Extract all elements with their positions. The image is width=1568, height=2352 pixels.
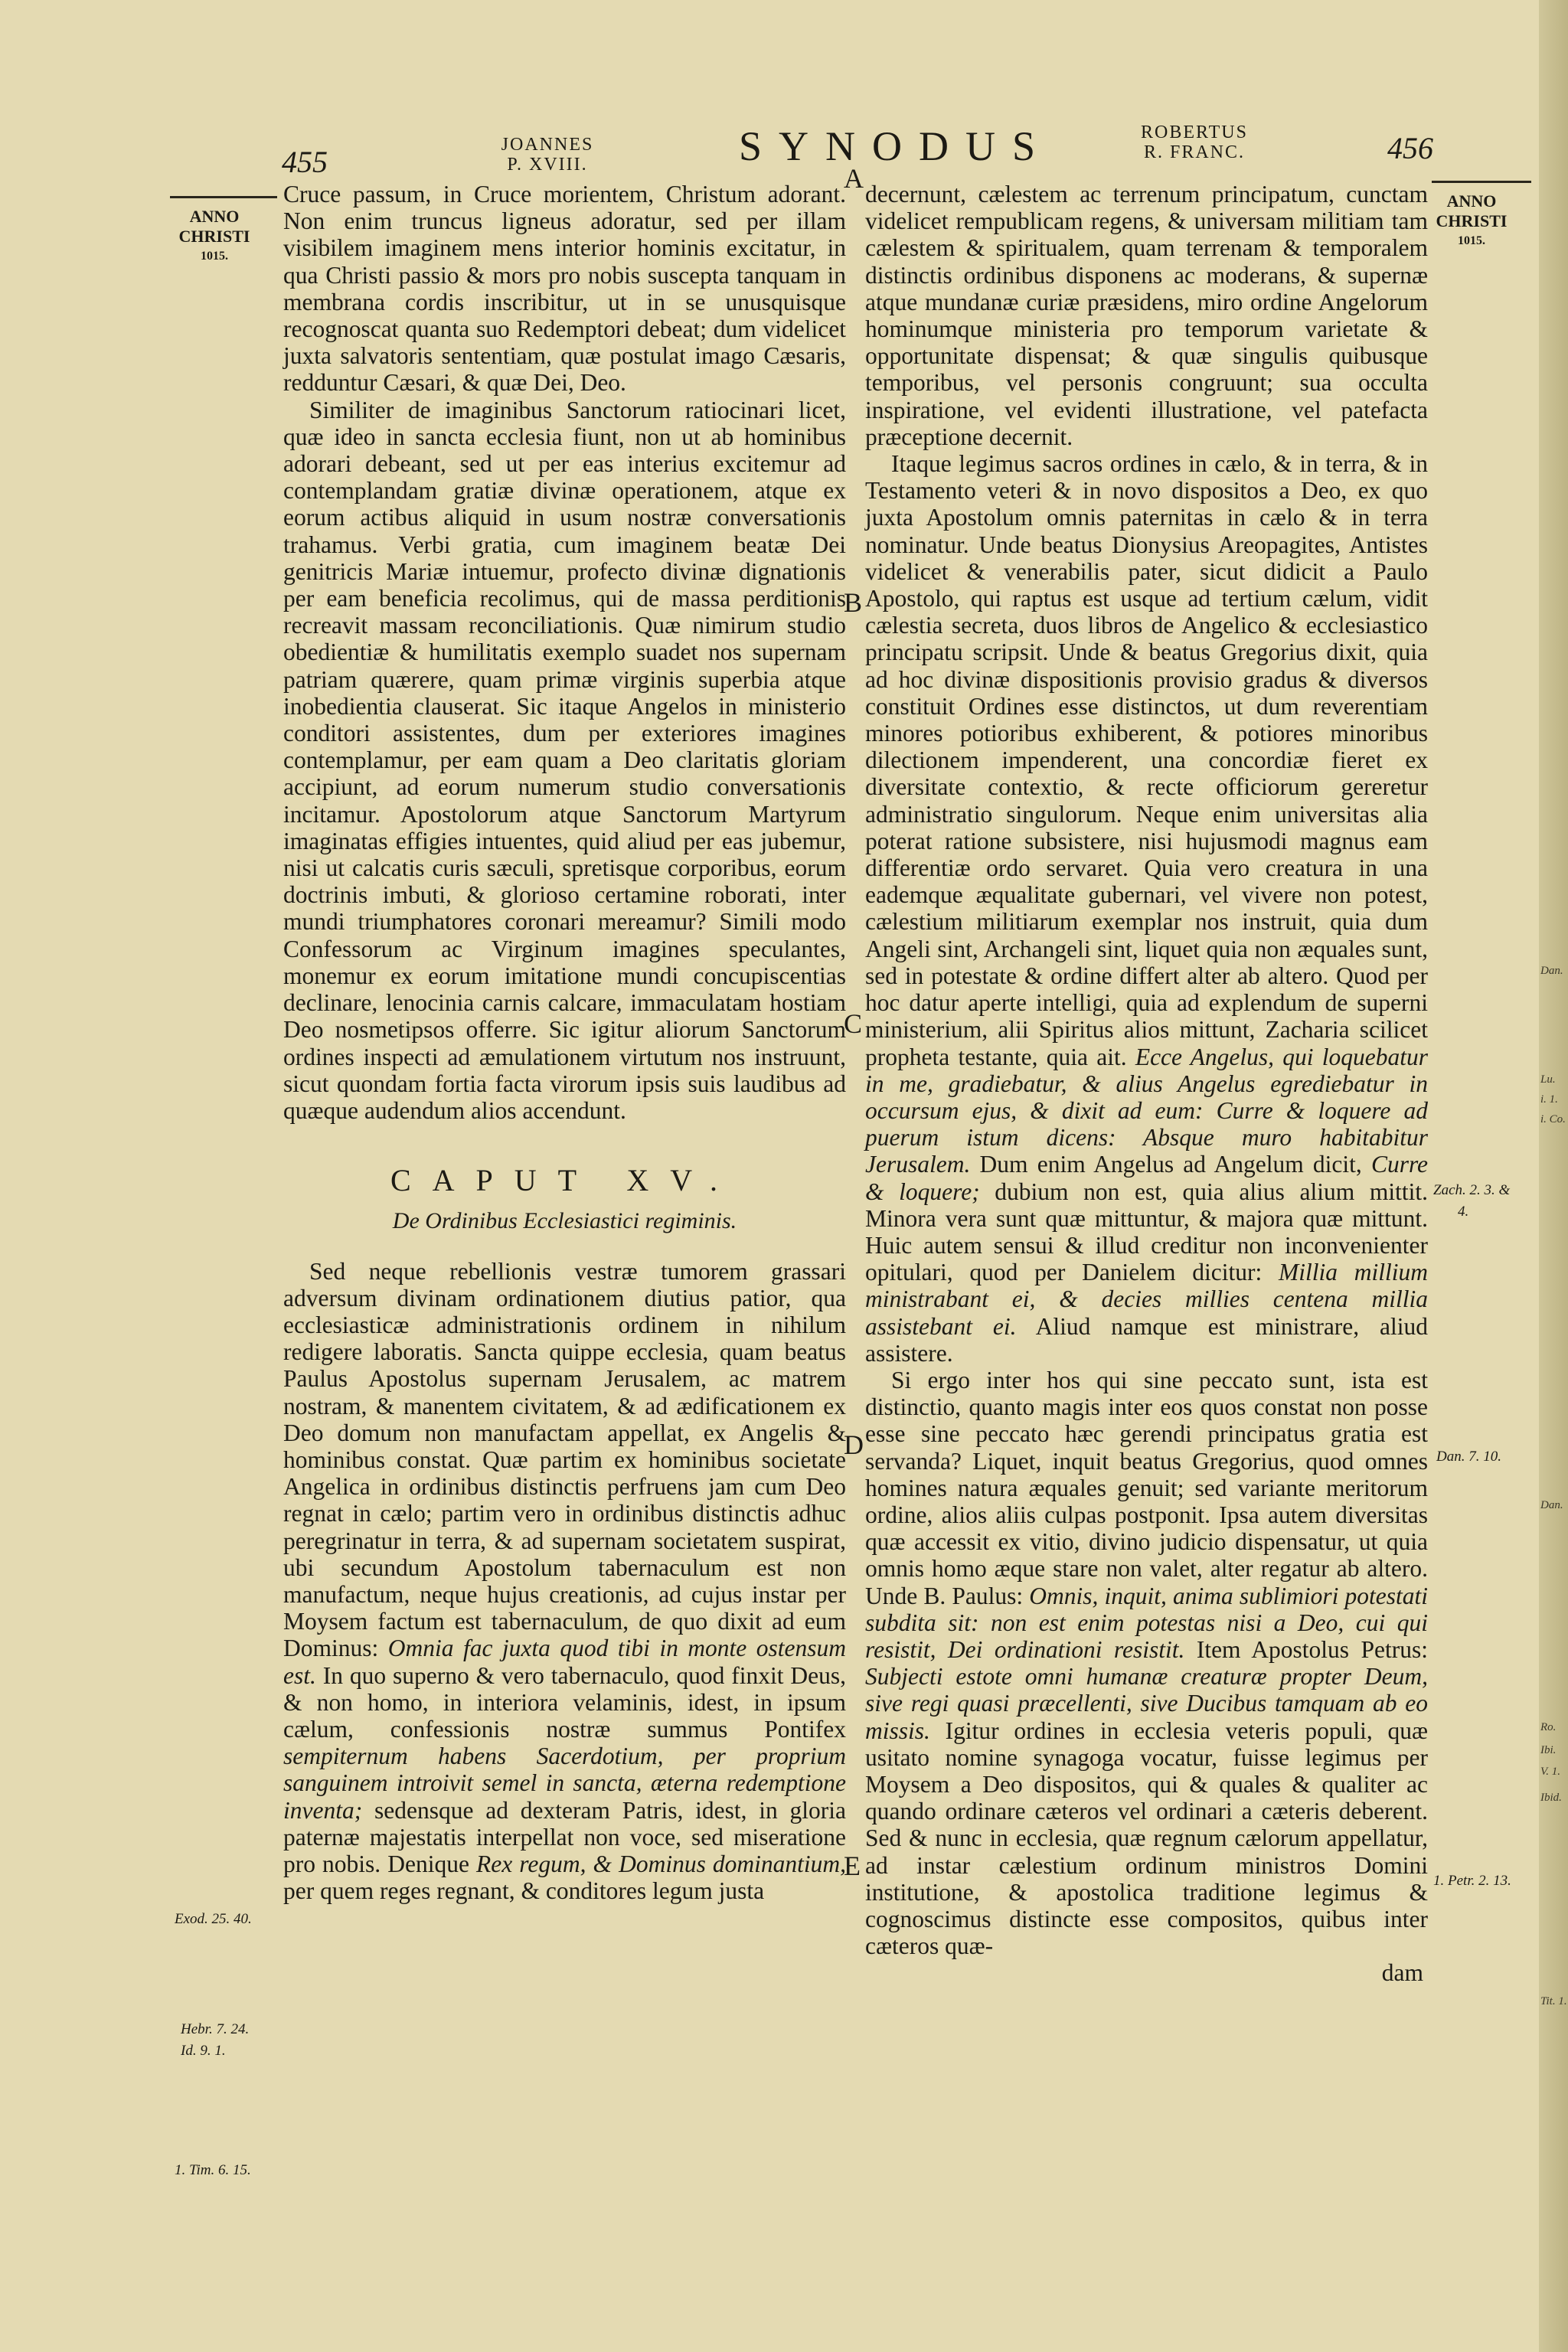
catchword: dam xyxy=(1381,1959,1423,1987)
text-run: Aliud namque est ministrare, aliud assistere. xyxy=(865,1312,1428,1367)
paragraph: Cruce passum, in Cruce morientem, Christum adorant. Non enim truncus ligneus adoratur, sed per illam visibilem imaginem mens interior hominis excitatur, in qua Christi passio & mors pro nobis suscepta tanquam in membrana cordis inscribitur, ut in se unusquisque recognoscat quanta suo Redemptori debeat; dum videlicet juxta salvatoris sententiam, quæ postulat imago Cæsaris, redduntur Cæsari, & quæ Dei, Deo. xyxy=(283,181,846,397)
section-letter-d: D xyxy=(844,1429,864,1460)
scripture-quote: Rex regum, & Dominus dominantium, xyxy=(476,1850,847,1877)
right-column xyxy=(865,181,1428,1987)
edge-note: Dan. xyxy=(1540,1499,1563,1511)
right-page-number: 456 xyxy=(1387,131,1433,165)
scripture-quote: sempiternum habens Sacerdotium, per proprium sanguinem introivit semel in sancta, æterna redemptione inventa; xyxy=(283,1743,846,1824)
paragraph xyxy=(283,1258,846,1905)
left-running-sub: P. XVIII. xyxy=(507,155,588,175)
text-run: dubium non est, quia alius alium mittit. Minora vera sunt quæ mittuntur, & majora quæ mittunt. Huic autem sensui & illud creditur non inconvenienter opitulari, quod per Danielem dicitur: xyxy=(865,1178,1429,1286)
margin-ref-zacharias: Zach. 2. 3. & xyxy=(1433,1182,1511,1198)
paragraph xyxy=(865,450,1428,1367)
anno-rule-right xyxy=(1432,181,1531,183)
scripture-quote: Curre & loquere; xyxy=(865,1151,1429,1205)
edge-note: Ibid. xyxy=(1540,1792,1562,1804)
section-letter-b: B xyxy=(844,587,863,618)
text-run: sedensque ad dexteram Patris, idest, in gloria paternæ majestatis interpellat non voce, sed miseratione pro nobis. Denique xyxy=(283,1796,846,1877)
edge-note: V. 1. xyxy=(1540,1766,1560,1778)
christi-label: CHRISTI xyxy=(178,227,250,246)
right-running-head: ROBERTUS xyxy=(1141,122,1248,142)
running-title: SYNODUS xyxy=(739,123,1053,169)
anno-christi-left xyxy=(165,207,264,266)
margin-ref-timothy: 1. Tim. 6. 15. xyxy=(175,2162,251,2178)
chapter-title: CAPUT XV. xyxy=(390,1163,740,1198)
edge-note: Ro. xyxy=(1540,1721,1557,1733)
left-column xyxy=(283,181,846,1904)
anno-year: 1015. xyxy=(201,250,228,263)
running-header xyxy=(0,115,1539,184)
anno-label: ANNO xyxy=(1446,191,1497,211)
christi-label: CHRISTI xyxy=(1436,211,1508,230)
margin-ref-hebrews: Hebr. 7. 24. xyxy=(181,2021,250,2037)
text-run: per quem reges regnant, & conditores legum justa xyxy=(283,1877,765,1905)
edge-note: Tit. 1. xyxy=(1540,1995,1567,2007)
text-run: Dum enim Angelus ad Angelum dicit, xyxy=(979,1151,1362,1178)
anno-christi-right xyxy=(1426,191,1517,251)
anno-year: 1015. xyxy=(1458,234,1485,247)
scripture-quote: Subjecti estote omni humanæ creaturæ propter Deum, sive regi quasi præcellenti, sive Ducibus tamquam ab eo missis. xyxy=(865,1663,1428,1744)
text-run: Si ergo inter hos qui sine peccato sunt, ista est distinctio, quanto magis inter eos quos constat non posse esse sine peccato hæc gerendi principatus gratia est servanda? Liquet, inquit beatus Gregorius, quod omnes homines natura æquales genuit; sed variante meritorum ordine, alios aliis culpas postponit. Ipsa autem diversitas quæ accessit ex vitio, divino judicio dispensatur, ut quia omnis homo æque stare non valet, alter regatur ab altero. Unde B. Paulus: xyxy=(865,1366,1428,1609)
paragraph: decernunt, cælestem ac terrenum principatum, cunctam videlicet rempublicam regens, & universam militiam tam cælestem & spiritualem, quam terrenam & temporalem distinctis ordinibus disponens ac moderans, & supernæ atque mundanæ curiæ præsidens, miro ordine Angelorum hominumque ministeria pro temporum varietate & opportunitate dispensat; & quæ singulis quibusque temporibus, vel personis congruunt; sua occulta inspiratione, vel evidenti illustratione, vel patefacta præceptione decernit. xyxy=(865,181,1428,450)
right-running-sub: R. FRANC. xyxy=(1143,142,1246,162)
scripture-quote: Omnis, inquit, anima sublimiori potestati subdita sit: non est enim potestas nisi a Deo, cui qui resistit, Dei ordinationi resistit. xyxy=(865,1582,1429,1663)
scripture-quote: Omnia fac juxta quod tibi in monte ostensum est. xyxy=(283,1635,847,1689)
text-run: Igitur ordines in ecclesia veteris populi, quæ usitato nomine synagoga vocatur, fuisse legimus per Moysem a Deo dispositos, qui & quales & qualiter ac quando ordinare cæteros vel ordinari a cæteris deberent. Sed & nunc in ecclesia, quæ regnum cælorum appellatur, ad instar cælestium ordinum ministros Domini institutione, & apostolica traditione legimus & cognoscimus distincte esse compositos, quibus inter cæteros quæ- xyxy=(865,1717,1428,1960)
edge-note: Lu. xyxy=(1540,1073,1556,1086)
edge-note: Ibi. xyxy=(1540,1744,1557,1756)
left-page-number: 455 xyxy=(282,145,328,179)
left-running-head: JOANNES xyxy=(501,135,594,155)
paragraph xyxy=(865,1367,1428,1959)
paragraph: Similiter de imaginibus Sanctorum ratiocinari licet, quæ ideo in sancta ecclesia fiunt, non ut ab hominibus adorari debeant, sed ut per eas interius excitemur ad contemplandam gratiæ divinæ operationem, atque ex eorum actibus aliquid in usum nostræ conversationis trahamus. Verbi gratia, cum imaginem beatæ Dei genitricis Mariæ intuemur, profecto divinæ dignationis per eam beneficia recolimus, qui de massa perditionis recreavit massam reconciliationis. Quæ nimirum studio obedientiæ & humilitatis exemplo suadet nos supernam patriam quærere, quam primæ virginis superbia atque inobedientia clauserat. Sic itaque Angelos in ministerio conditori assistentes, dum per exteriores imagines contemplamur, per eam quam a Deo claritatis gloriam accipiunt, ad eorum numerum studio conversationis incitamur. Apostolorum atque Sanctorum Martyrum imaginatas effigies intuentes, quid aliud per eas jubemur, nisi ut calcatis curis sæculi, spretisque corporibus, eorum doctrinis imbuti, & glorioso certamine roborati, inter mundi triumphatores coronari mereamur? Simili modo Confessorum ac Virginum imagines speculantes, monemur ex eorum imitatione mundi concupiscentias declinare, lenocinia carnis calcare, immaculatam hostiam Deo nosmetipsos offerre. Sic igitur aliorum Sanctorum ordines inspecti ad æmulationem virtutum nos instruunt, sicut quondam fortia facta virorum ipsis suis laudibus ad quæque audendum alios accendunt. xyxy=(283,396,846,1124)
margin-ref-hebrews-id: Id. 9. 1. xyxy=(181,2043,226,2059)
anno-label: ANNO xyxy=(189,207,240,226)
section-letter-a: A xyxy=(844,163,864,194)
text-run: Sed neque rebellionis vestræ tumorem grassari adversum divinam ordinationem diutius patior, qua ecclesiasticæ administrationis ordinem in nihilum redigere laboratis. Sancta quippe ecclesia, quam beatus Paulus Apostolus supernam Jerusalem, ac matrem nostram, & manentem civitatem, & ad ædificationem ex Deo domum non manufactam appellat, ex Angelis & hominibus constat. Quæ partim ex hominibus societate Angelica in ordinibus distinctis perfruens jam cum Deo regnat in cælo; partim vero in ordinibus distinctis adhuc peregrinatur in terra, & ad supernam societatem suspirat, ubi secundum Apostolum tabernaculum est non manufactum, neque hujus creationis, ad cujus instar per Moysem factum est tabernaculum, de quo dixit ad eum Dominus: xyxy=(283,1257,846,1662)
edge-note: i. Co. xyxy=(1540,1113,1566,1125)
scripture-quote: Millia millium ministrabant ei, & decies millies centena millia assistebant ei. xyxy=(865,1259,1428,1340)
margin-ref-exodus: Exod. 25. 40. xyxy=(175,1911,252,1927)
text-run: In quo superno & vero tabernaculo, quod finxit Deus, & non homo, in interiora velaminis, idest, in ipsum cælum, confessionis nostræ summus Pontifex xyxy=(283,1661,847,1743)
section-letter-c: C xyxy=(844,1008,863,1039)
chapter-subtitle: De Ordinibus Ecclesiastici regiminis. xyxy=(392,1208,737,1234)
margin-ref-peter: 1. Petr. 2. 13. xyxy=(1433,1873,1511,1889)
anno-rule-left xyxy=(170,196,277,198)
scripture-quote: Ecce Angelus, qui loquebatur in me, gradiebatur, & alius Angelus egrediebatur in occursum ejus, & dixit ad eum: Curre & loquere ad puerum istum dicens: Absque muro habitabitur Jerusalem. xyxy=(865,1043,1428,1178)
section-letter-e: E xyxy=(844,1851,861,1881)
margin-ref-daniel: Dan. 7. 10. xyxy=(1436,1449,1501,1465)
edge-note: i. 1. xyxy=(1540,1093,1558,1106)
text-run: Itaque legimus sacros ordines in cælo, & in terra, & in Testamento veteri & in novo dispositos a Deo, ex quo juxta Apostolum omnis paternitas in cælo & in terra nominatur. Unde beatus Dionysius Areopagites, Antistes videlicet & venerabilis pater, sicut didicit a Paulo Apostolo, qui raptus est usque ad tertium cælum, vidit cælestia secreta, duos libros de Angelico & ecclesiastico principatu scripsit. Unde & beatus Gregorius dixit, quia ad hoc divinæ dispositionis provisio gradus & diversos constituit Ordines esse distinctos, ut dum reverentiam minores potioribus exhiberent, & potiores minoribus dilectionem impenderent, una concordiæ fieret ex diversitate contextio, & recte officiorum gereretur administratio singulorum. Neque enim universitas alia poterat ratione subsistere, nisi hujusmodi magnus eam differentiæ ordo servaret. Quia vero creatura in una eademque æqualitate gubernari, vel vivere non potest, cælestium militiarum exemplar nos instruit, quia dum Angeli sint, Archangeli sint, liquet quia non æquales sunt, sed in potestate & ordine differt alter ab altero. Quod per hoc datur aperte intelligi, quia ad explendum de superni ministerium, alii Spiritus alios mittunt, Zacharia scilicet propheta testante, quia ait. xyxy=(865,450,1428,1070)
edge-note: Dan. xyxy=(1540,965,1563,977)
text-run: Item Apostolus Petrus: xyxy=(1196,1635,1428,1663)
margin-ref-zacharias-verse: 4. xyxy=(1458,1204,1469,1220)
